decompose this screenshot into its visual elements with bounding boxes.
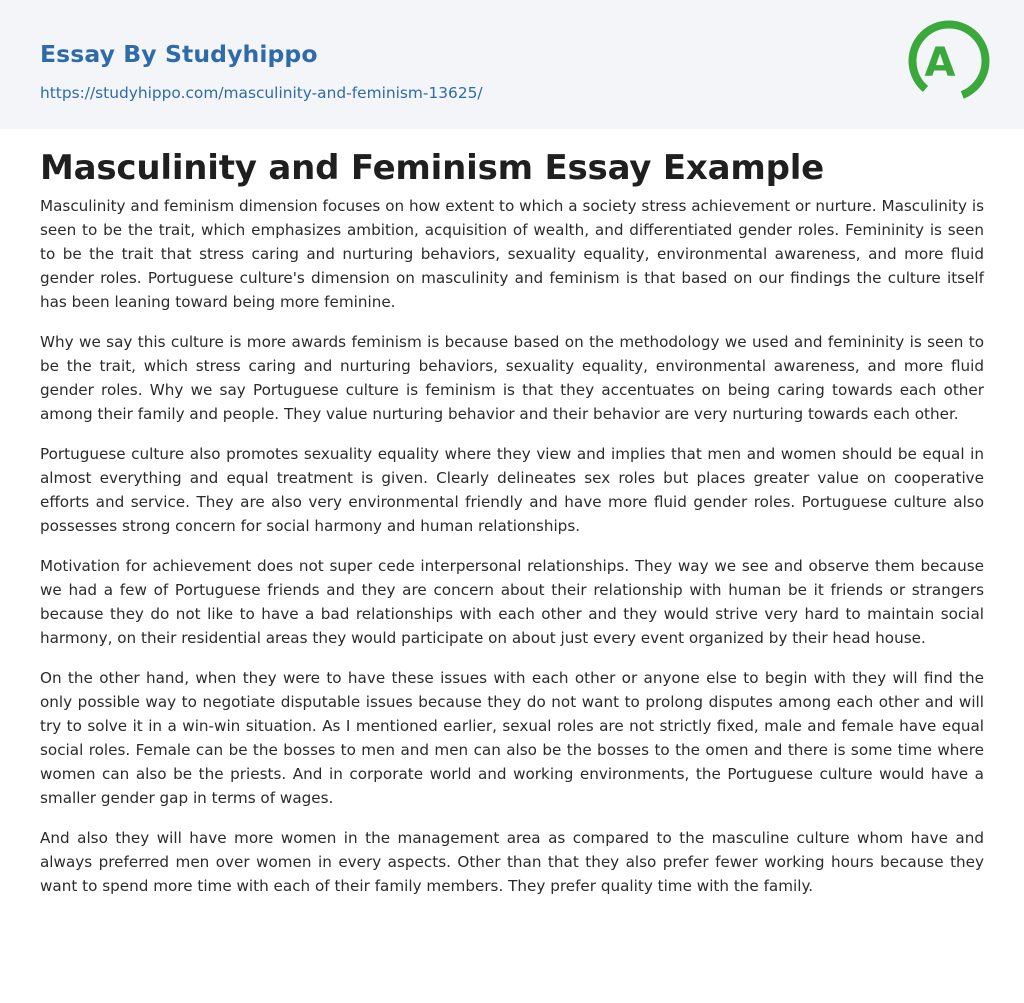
paragraph: And also they will have more women in the management area as compared to the masculine culture whom have and always preferred men over women in every aspects. Other than that they also prefer fewer working hours because they want to spend more time with each of their family members. They prefer quality time with the family. [40,829,984,895]
site-header [0,0,1024,129]
paragraph: Portuguese culture also promotes sexuality equality where they view and implies that men and women should be equal in almost everything and equal treatment is given. Clearly delineates sex roles but places greater value on cooperative efforts and service. They are also very environmental friendly and have more fluid gender roles. Portuguese culture also possesses strong concern for social harmony and human relationships. [40,445,984,535]
paragraph: Masculinity and feminism dimension focuses on how extent to which a society stress achievement or nurture. Masculinity is seen to be the trait, which emphasizes ambition, acquisition of wealth, and differentiated gender roles. Femininity is seen to be the trait that stress caring and nurturing behaviors, sexuality equality, environmental awareness, and more fluid gender roles. Portuguese culture's dimension on masculinity and feminism is that based on our findings the culture itself has been leaning toward being more feminine. [40,197,984,311]
paragraph: Why we say this culture is more awards feminism is because based on the methodology we used and femininity is seen to be the trait, which stress caring and nurturing behaviors, sexuality equality, environmental awareness, and more fluid gender roles. Why we say Portuguese culture is feminism is that they accentuates on being caring towards each other among their family and people. They value nurturing behavior and their behavior are very nurturing towards each other. [40,333,984,423]
page-title: Masculinity and Feminism Essay Example [40,148,825,188]
paragraph: Motivation for achievement does not super cede interpersonal relationships. They way we see and observe them because we had a few of Portuguese friends and they are concern about their relationship with human be it friends or strangers because they do not like to have a bad relationships with each other and they would strive very hard to maintain social harmony, on their residential areas they would participate on about just every event organized by their head house. [40,557,984,647]
essay-body [40,194,984,914]
source-url-link[interactable]: https://studyhippo.com/masculinity-and-feminism-13625/ [40,84,483,102]
paragraph: On the other hand, when they were to have these issues with each other or anyone else to begin with they will find the only possible way to negotiate disputable issues because they do not want to prolong disputes among each other and will try to solve it in a win-win situation. As I mentioned earlier, sexual roles are not strictly fixed, male and female have equal social roles. Female can be the bosses to men and men can also be the bosses to the omen and there is some time where women can also be the priests. And in corporate world and working environments, the Portuguese culture would have a smaller gender gap in terms of wages. [40,669,984,807]
logo-letter: A [924,40,956,86]
site-brand[interactable]: Essay By Studyhippo [40,40,318,68]
logo-ring-icon [906,18,992,104]
studyhippo-logo[interactable] [906,18,992,104]
